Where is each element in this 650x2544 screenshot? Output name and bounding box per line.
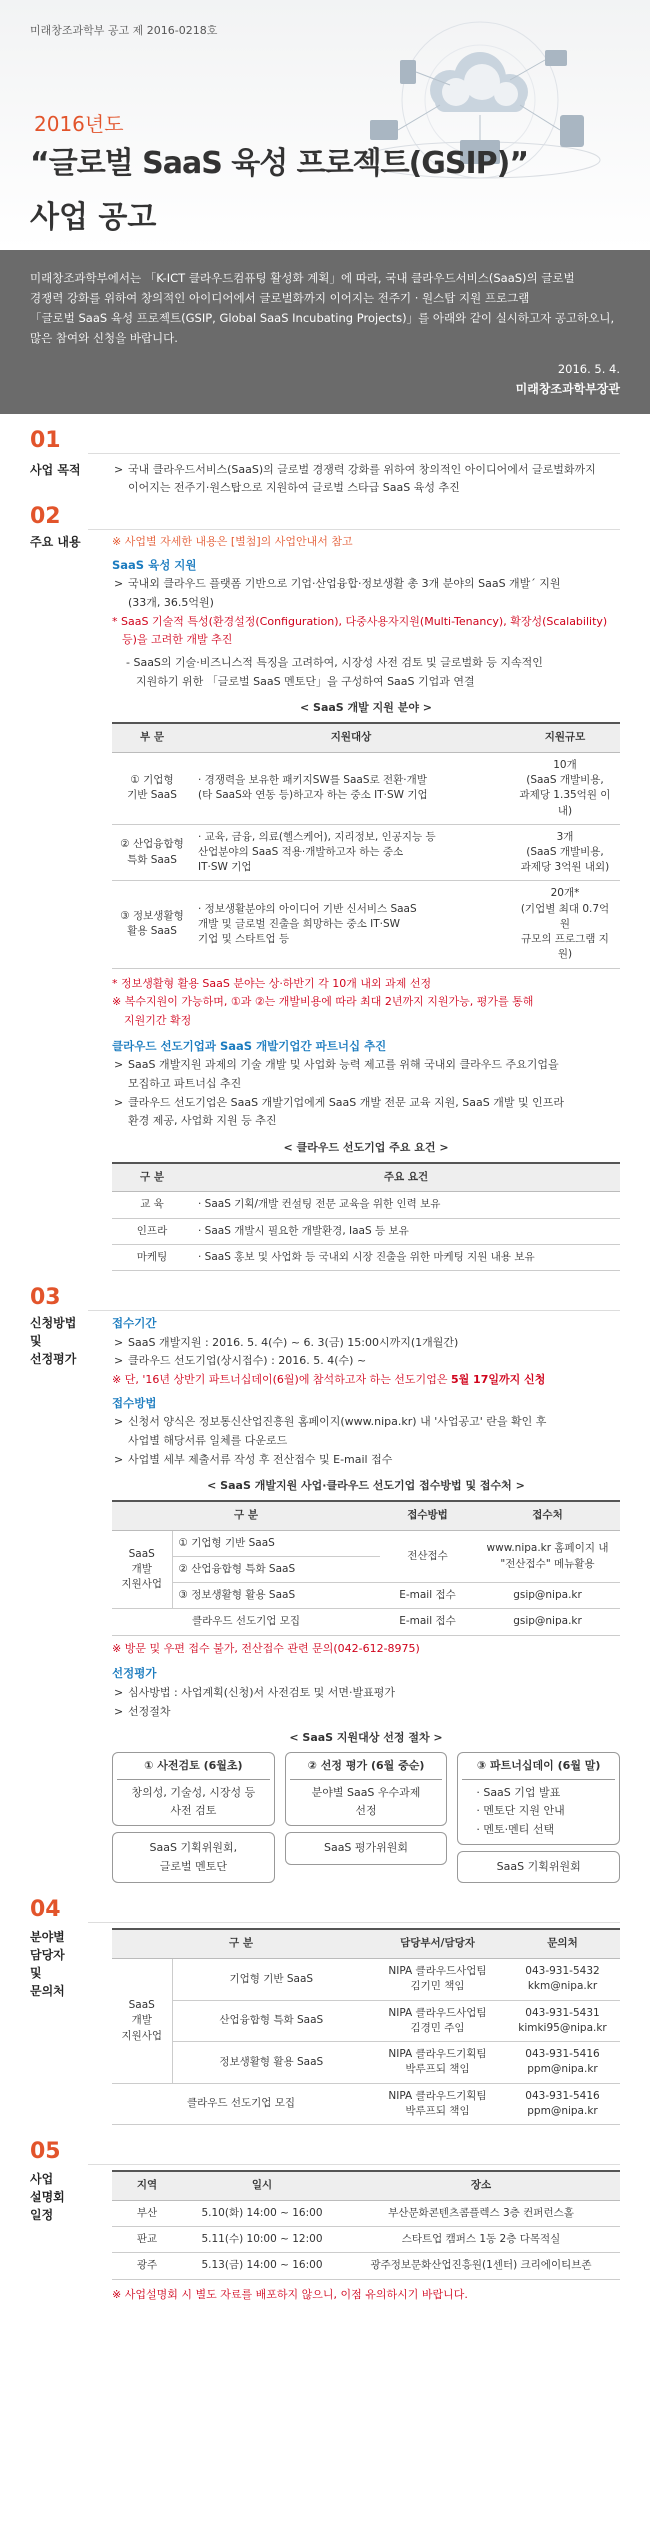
- method-note: ※ 방문 및 우편 접수 불가, 전산접수 관련 문의(042-612-8975): [112, 1641, 420, 1655]
- table-row: ② 산업융합형 특화 SaaS: [112, 1557, 620, 1583]
- table-header: 담당부서/담당자: [370, 1929, 505, 1958]
- saas-support-title: SaaS 육성 지원: [112, 557, 197, 572]
- table-row: ① 기업형 기반 SaaS · 경쟁력을 보유한 패키지SW를 SaaS로 전환·개발 (타 SaaS와 연동 등)하고자 하는 중소 IT·SW 기업 10개 (SaaS 개발비용, 과제당 1.35억원 이내): [112, 752, 620, 824]
- table-header: 주요 요건: [192, 1163, 620, 1192]
- section-label: 분야별 담당자 및 문의처: [30, 1930, 65, 1999]
- briefing-note: ※ 사업설명회 시 별도 자료를 배포하지 않으니, 이점 유의하시기 바랍니다.: [112, 2287, 468, 2301]
- footnote: ※ 복수지원이 가능하며, ①과 ②는 개발비용에 따라 최대 2년까지 지원가능, 평가를 통해 지원기간 확정: [112, 995, 534, 1027]
- year-label: 2016년도: [34, 112, 124, 136]
- table-header: 부 문: [112, 723, 192, 752]
- table-header: 일시: [182, 2171, 342, 2200]
- method-title: 접수방법: [112, 1395, 157, 1410]
- partnership-title: 클라우드 선도기업과 SaaS 개발기업간 파트너십 추진: [112, 1038, 387, 1053]
- process-step: ② 선정 평가 (6월 중순) 분야별 SaaS 우수과제 선정 SaaS 평가위원회: [285, 1752, 448, 1883]
- table-row: 클라우드 선도기업 모집 NIPA 클라우드기획팀 박루프되 책임 043-931-5416 ppm@nipa.kr: [112, 2083, 620, 2124]
- period-bullet: > 클라우드 선도기업(상시접수) : 2016. 5. 4(수) ~: [112, 1352, 620, 1371]
- table-header: 지원규모: [510, 723, 620, 752]
- header-banner: [0, 0, 650, 250]
- notice-number: 미래창조과학부 공고 제 2016-0218호: [30, 24, 218, 37]
- saas-support-table: [112, 722, 620, 968]
- section-briefing: [0, 2125, 650, 2324]
- section-application: [0, 1271, 650, 1883]
- table-header: 장소: [342, 2171, 620, 2200]
- cloud-requirements-table: [112, 1162, 620, 1272]
- intro-date: 2016. 5. 4.: [557, 361, 620, 376]
- saas-footnote: * SaaS 기술적 특성(환경설정(Configuration), 다중사용자지원(Multi-Tenancy), 확장성(Scalability) 등)을 고려한 개발 추진: [112, 614, 608, 647]
- process-step: ③ 파트너십데이 (6월 말) · SaaS 기업 발표 · 멘토단 지원 안내 · 멘토·멘티 선택 SaaS 기획위원회: [457, 1752, 620, 1883]
- table-row: 산업융합형 특화 SaaS NIPA 클라우드사업팀 김경민 주임 043-931-5431 kimki95@nipa.kr: [112, 2000, 620, 2041]
- section-label: 신청방법 및 선정평가: [30, 1316, 77, 1367]
- table-row: ③ 정보생활형 활용 SaaS · 정보생활분야의 아이디어 기반 신서비스 SaaS 개발 및 글로벌 진출을 희망하는 중소 IT·SW 기업 및 스타트업 등 20개* (기업별 최대 0.7억원 규모의 프로그램 지원): [112, 881, 620, 968]
- section-contents: [0, 498, 650, 1271]
- table-header: 문의처: [505, 1929, 620, 1958]
- evaluation-bullet: > 선정절차: [112, 1703, 620, 1722]
- table-row: 클라우드 선도기업 모집 E-mail 접수 gsip@nipa.kr: [112, 1609, 620, 1635]
- table-row: SaaS 개발 지원사업 기업형 기반 SaaS NIPA 클라우드사업팀 김기민 책임 043-931-5432 kkm@nipa.kr: [112, 1959, 620, 2000]
- table-row: 인프라 · SaaS 개발시 필요한 개발환경, IaaS 등 보유: [112, 1218, 620, 1244]
- intro-org: 미래창조과학부장관: [515, 381, 620, 396]
- intro-line: 많은 참여와 신청을 바랍니다.: [30, 331, 178, 346]
- briefing-schedule-table: [112, 2170, 620, 2280]
- table-row: ② 산업융합형 특화 SaaS · 교육, 금융, 의료(헬스케어), 지리정보, 인공지능 등 산업분야의 SaaS 적용·개발하고자 하는 중소 IT·SW 기업 3개 (SaaS 개발비용, 과제당 3억원 내외): [112, 824, 620, 881]
- selection-process: [112, 1752, 620, 1883]
- table-caption: < 클라우드 선도기업 주요 요건 >: [283, 1140, 449, 1154]
- intro-box: [0, 250, 650, 414]
- purpose-bullet: > 국내 클라우드서비스(SaaS)의 글로벌 경쟁력 강화를 위하여 창의적인 아이디어에서 글로벌화까지 이어지는 전주기·원스탑으로 지원하여 글로벌 스타급 SaaS 육성 추진: [112, 461, 620, 498]
- table-header: 구 분: [112, 1163, 192, 1192]
- mentor-sub-item: - SaaS의 기술·비즈니스적 특징을 고려하여, 시장성 사전 검토 및 글로벌화 등 지속적인 지원하기 위한 「글로벌 SaaS 멘토단」을 구성하여 SaaS 기업과 연결: [126, 655, 543, 688]
- saas-bullet: > 국내외 클라우드 플랫폼 기반으로 기업·산업융합·정보생활 총 3개 분야의 SaaS 개발ˊ 지원 (33개, 36.5억원): [112, 575, 620, 612]
- table-row: 정보생활형 활용 SaaS NIPA 클라우드기획팀 박루프되 책임 043-931-5416 ppm@nipa.kr: [112, 2042, 620, 2083]
- table-row: 부산 5.10(화) 14:00 ~ 16:00 부산문화콘텐츠콤플렉스 3층 컨퍼런스홀: [112, 2200, 620, 2226]
- period-title: 접수기간: [112, 1316, 157, 1331]
- page-title-line2: 사업 공고: [30, 200, 157, 235]
- evaluation-title: 선정평가: [112, 1666, 157, 1681]
- table-header: 구 분: [112, 1501, 380, 1530]
- table-row: ③ 정보생활형 활용 SaaS E-mail 접수 gsip@nipa.kr: [112, 1583, 620, 1609]
- table-header: 지원대상: [192, 723, 510, 752]
- method-bullet: > 사업별 세부 제출서류 작성 후 전산접수 및 E-mail 접수: [112, 1451, 620, 1470]
- page-title-line1: “글로벌 SaaS 육성 프로젝트(GSIP)”: [30, 146, 529, 181]
- table-row: SaaS 개발 지원사업 ① 기업형 기반 SaaS 전산접수 www.nipa.kr 홈페이지 내 "전산접수" 메뉴활용: [112, 1530, 620, 1556]
- partnership-bullet: > SaaS 개발지원 과제의 기술 개발 및 사업화 능력 제고를 위해 국내외 클라우드 주요기업을 모집하고 파트너십 추진: [112, 1056, 620, 1093]
- table-row: 교 육 · SaaS 기획/개발 컨설팅 전문 교육을 위한 인력 보유: [112, 1192, 620, 1218]
- section-label: 사업 설명회 일정: [30, 2172, 65, 2223]
- intro-line: 경쟁력 강화를 위하여 창의적인 아이디어에서 글로벌화까지 이어지는 전주기 · 원스탑 지원 프로그램: [30, 291, 530, 306]
- section-label: 사업 목적: [30, 462, 81, 477]
- footnote: * 정보생활형 활용 SaaS 분야는 상·하반기 각 10개 내외 과제 선정: [112, 976, 432, 990]
- evaluation-bullet: > 심사방법 : 사업계획(신청)서 사전검토 및 서면·발표평가: [112, 1684, 620, 1703]
- section-label: 주요 내용: [30, 535, 81, 549]
- section-number: 02: [30, 504, 61, 529]
- reference-note: ※ 사업별 자세한 내용은 [별첨]의 사업안내서 참고: [112, 535, 353, 548]
- intro-line: 미래창조과학부에서는 「K-ICT 클라우드컴퓨팅 활성화 계획」에 따라, 국내 클라우드서비스(SaaS)의 글로벌: [30, 271, 575, 285]
- table-caption: < SaaS 지원대상 선정 절차 >: [289, 1731, 443, 1745]
- table-header: 구 분: [112, 1929, 370, 1958]
- table-header: 접수처: [475, 1501, 620, 1530]
- table-row: 판교 5.11(수) 10:00 ~ 12:00 스타트업 캠퍼스 1동 2층 다목적실: [112, 2227, 620, 2253]
- period-bullet: > SaaS 개발지원 : 2016. 5. 4(수) ~ 6. 3(금) 15:00시까지(1개월간): [112, 1334, 620, 1353]
- contacts-table: [112, 1928, 620, 2125]
- application-method-table: [112, 1500, 620, 1636]
- table-header: 지역: [112, 2171, 182, 2200]
- process-step: ① 사전검토 (6월초) 창의성, 기술성, 시장성 등 사전 검토 SaaS 기획위원회, 글로벌 멘토단: [112, 1752, 275, 1883]
- table-row: 마케팅 · SaaS 홍보 및 사업화 등 국내외 시장 진출을 위한 마케팅 지원 내용 보유: [112, 1244, 620, 1270]
- section-contacts: [0, 1883, 650, 2125]
- section-number: 03: [30, 1285, 61, 1311]
- period-note: ※ 단, '16년 상반기 파트너십데이(6월)에 참석하고자 하는 선도기업은 5월 17일까지 신청: [112, 1372, 546, 1386]
- section-number: 05: [30, 2139, 61, 2165]
- table-caption: < SaaS 개발 지원 분야 >: [299, 701, 433, 715]
- intro-line: 「글로벌 SaaS 육성 프로젝트(GSIP, Global SaaS Incubating Projects)」를 아래와 같이 실시하고자 공고하오니,: [30, 311, 615, 326]
- section-purpose: [0, 414, 650, 498]
- section-number: 01: [30, 427, 61, 453]
- partnership-bullet: > 클라우드 선도기업은 SaaS 개발기업에게 SaaS 개발 전문 교육 지원, SaaS 개발 및 인프라 환경 제공, 사업화 지원 등 추진: [112, 1094, 620, 1131]
- method-bullet: > 신청서 양식은 정보통신산업진흥원 홈페이지(www.nipa.kr) 내 '사업공고' 란을 확인 후 사업별 해당서류 일체를 다운로드: [112, 1413, 620, 1450]
- table-caption: < SaaS 개발지원 사업·클라우드 선도기업 접수방법 및 접수처 >: [207, 1479, 525, 1493]
- table-header: 접수방법: [380, 1501, 475, 1530]
- table-row: 광주 5.13(금) 14:00 ~ 16:00 광주정보문화산업진흥원(1센터) 크리에이티브존: [112, 2253, 620, 2279]
- section-number: 04: [30, 1897, 61, 1923]
